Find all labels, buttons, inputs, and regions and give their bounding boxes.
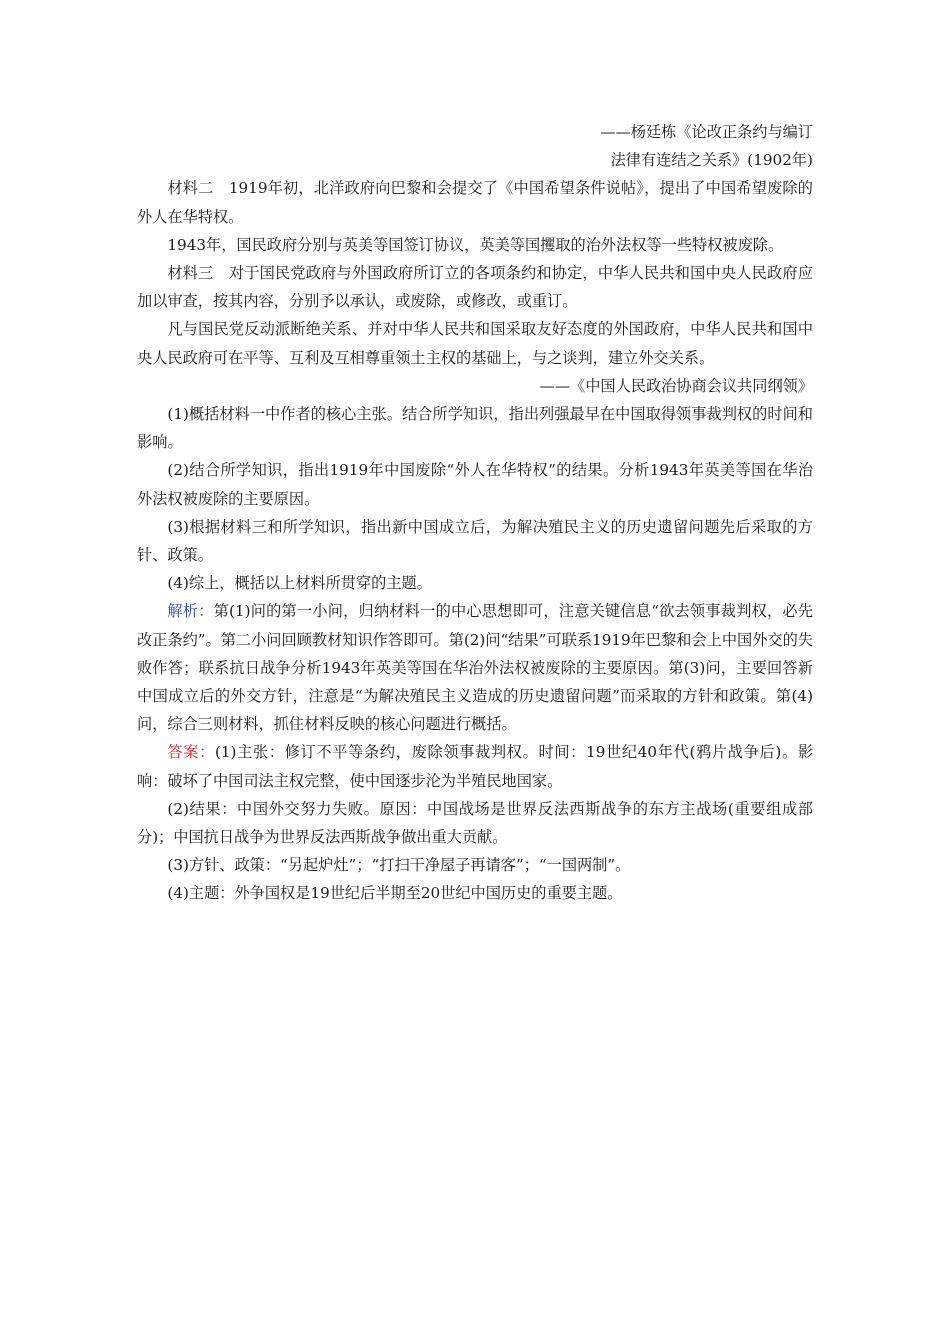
analysis-text: 第(1)问的第一小问，归纳材料一的中心思想即可，注意关键信息“欲去领事裁判权，必先改正条约”。第二小问回顾教材知识作答即可。第(2)问“结果”可联系1919年巴黎和会上中国外交的失败作答；联系抗日战争分析1943年英美等国在华治外法权被废除的主要原因。第(3)问，主要回答新中国成立后的外交方针，注意是“为解决殖民主义造成的历史遗留问题”而采取的方针和政策。第(4)问，综合三则材料，抓住材料反映的核心问题进行概括。 bbox=[137, 602, 814, 734]
source-citation-line1: ——杨廷栋《论改正条约与编订 bbox=[600, 123, 813, 141]
answer-1-text: (1)主张：修订不平等条约，废除领事裁判权。时间：19世纪40年代(鸦片战争后)。影响：破坏了中国司法主权完整，使中国逐步沦为半殖民地国家。 bbox=[137, 743, 814, 790]
analysis-paragraph bbox=[137, 597, 813, 738]
source-citation-line2: 法律有连结之关系》(1902年) bbox=[610, 151, 813, 170]
answer-paragraph-3: (3)方针、政策：“另起炉灶”；“打扫干净屋子再请客”；“一国两制”。 bbox=[167, 856, 631, 875]
question-3: (3)根据材料三和所学知识，指出新中国成立后，为解决殖民主义的历史遗留问题先后采取的方针、政策。 bbox=[137, 517, 813, 565]
document-page bbox=[137, 118, 813, 908]
material3-paragraph1: 材料三 对于国民党政府与外国政府所订立的各项条约和协定，中华人民共和国中央人民政府应加以审查，按其内容，分别予以承认，或废除，或修改，或重订。 bbox=[137, 264, 813, 311]
analysis-label: 解析： bbox=[167, 602, 214, 621]
answer-paragraph-1 bbox=[137, 738, 813, 794]
material3-citation: ——《中国人民政治协商会议共同纲领》 bbox=[539, 376, 813, 395]
answer-paragraph-4: (4)主题：外争国权是19世纪后半期至20世纪中国历史的重要主题。 bbox=[167, 884, 623, 903]
material3-paragraph2: 凡与国民党反动派断绝关系、并对中华人民共和国采取友好态度的外国政府，中华人民共和国中央人民政府可在平等、互利及互相尊重领土主权的基础上，与之谈判，建立外交关系。 bbox=[137, 320, 813, 367]
material2-paragraph1: 材料二 1919年初，北洋政府向巴黎和会提交了《中国希望条件说帖》，提出了中国希望废除的外人在华特权。 bbox=[137, 179, 813, 226]
question-4: (4)综上，概括以上材料所贯穿的主题。 bbox=[167, 574, 432, 593]
question-2: (2)结合所学知识，指出1919年中国废除“外人在华特权”的结果。分析1943年英美等国在华治外法权被废除的主要原因。 bbox=[137, 461, 813, 508]
answer-label: 答案： bbox=[167, 743, 215, 762]
material2-paragraph2: 1943年，国民政府分别与英美等国签订协议，英美等国攫取的治外法权等一些特权被废除。 bbox=[167, 235, 784, 254]
question-1: (1)概括材料一中作者的核心主张。结合所学知识，指出列强最早在中国取得领事裁判权的时间和影响。 bbox=[137, 405, 813, 452]
answer-paragraph-2: (2)结果：中国外交努力失败。原因：中国战场是世界反法西斯战争的东方主战场(重要组成部分)；中国抗日战争为世界反法西斯战争做出重大贡献。 bbox=[137, 799, 813, 847]
